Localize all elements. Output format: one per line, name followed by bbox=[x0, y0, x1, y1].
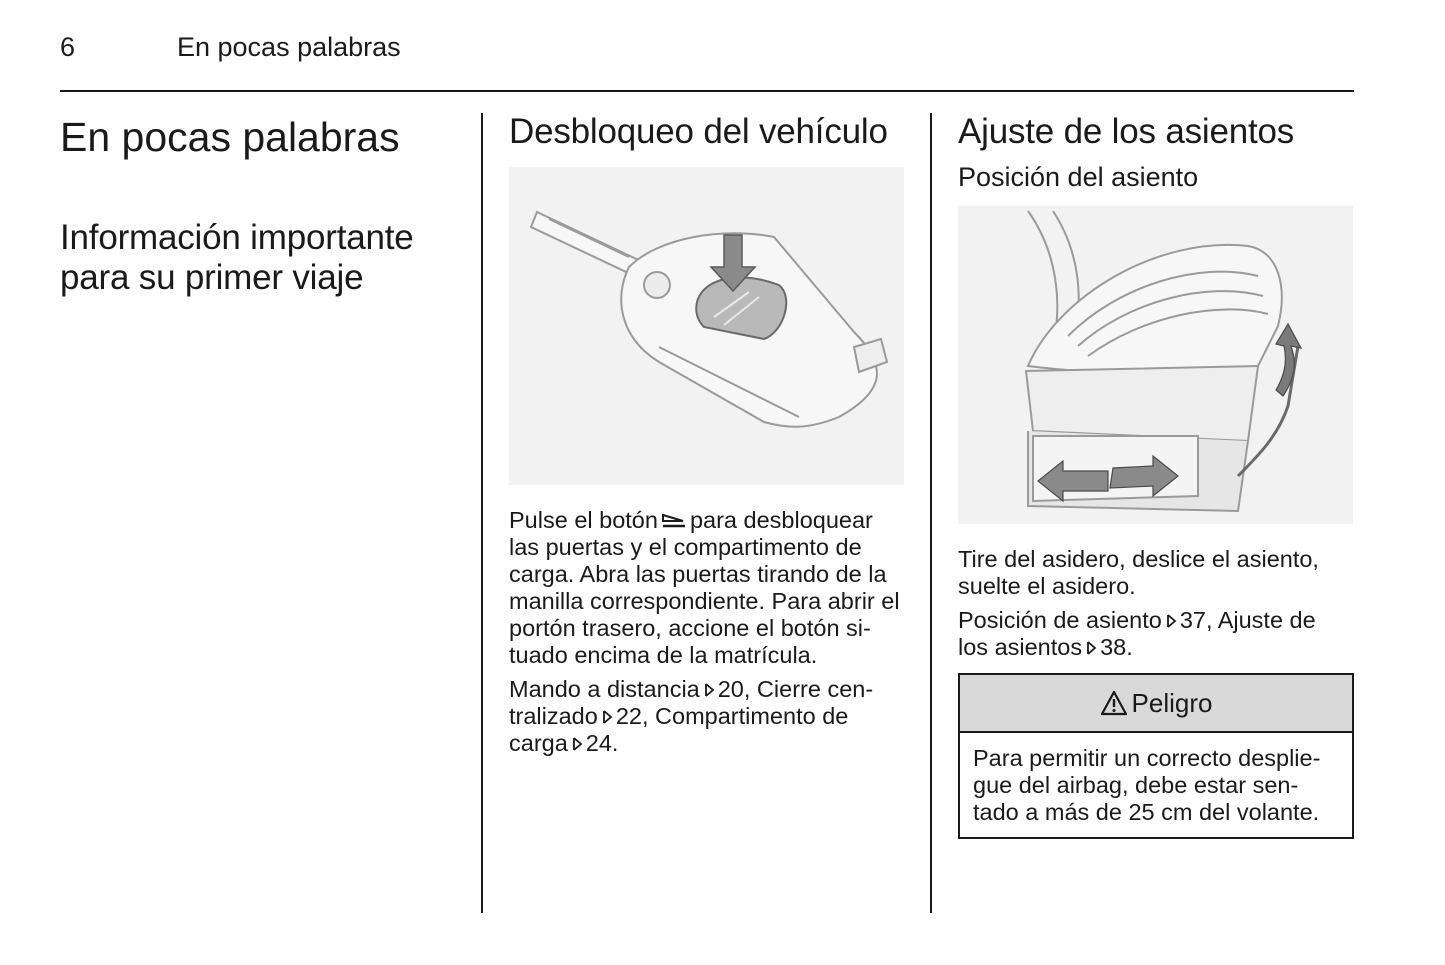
section-title-unlock: Desbloqueo del vehículo bbox=[509, 112, 888, 151]
unlock-instructions bbox=[509, 507, 909, 669]
header-rule bbox=[60, 90, 1354, 92]
key-remote-illustration bbox=[509, 167, 904, 485]
column-right bbox=[958, 112, 1354, 839]
page-reference-icon bbox=[600, 708, 614, 726]
page-reference-icon bbox=[1164, 612, 1178, 630]
text-line: portón trasero, accione el botón si- bbox=[509, 615, 871, 641]
key-remote-drawing bbox=[509, 167, 904, 485]
text-line: Tire del asidero, deslice el asiento, bbox=[958, 546, 1319, 572]
section-title-line: para su primer viaje bbox=[60, 258, 364, 297]
warning-triangle-icon bbox=[1100, 690, 1128, 716]
unlock-references bbox=[509, 676, 909, 757]
text-fragment: para desbloquear bbox=[689, 507, 873, 533]
danger-header bbox=[960, 675, 1352, 733]
text-line: manilla correspondiente. Para abrir el bbox=[509, 588, 900, 614]
danger-title: Peligro bbox=[1131, 687, 1213, 718]
unlock-symbol-icon bbox=[661, 512, 687, 530]
page-number: 6 bbox=[60, 32, 76, 62]
danger-text bbox=[960, 733, 1352, 837]
text-line: suelte el asidero. bbox=[958, 573, 1136, 599]
reference-link[interactable]: 37, Ajuste de bbox=[1179, 607, 1316, 633]
text-fragment: Mando a distancia bbox=[509, 676, 700, 702]
section-title-important-info bbox=[60, 218, 460, 298]
running-title: En pocas palabras bbox=[177, 32, 401, 62]
text-fragment: tralizado bbox=[509, 703, 598, 729]
column-middle bbox=[509, 112, 909, 757]
reference-link[interactable]: 20, Cierre cen- bbox=[717, 676, 874, 702]
text-fragment: carga bbox=[509, 730, 568, 756]
text-line: carga. Abra las puertas tirando de la bbox=[509, 561, 887, 587]
section-title-line: Información importante bbox=[60, 218, 414, 257]
reference-link[interactable]: 24. bbox=[585, 730, 619, 756]
page-reference-icon bbox=[1084, 639, 1098, 657]
seat-adjust-drawing bbox=[958, 206, 1353, 524]
text-fragment: Posición de asiento bbox=[958, 607, 1162, 633]
subsection-title-seat-position: Posición del asiento bbox=[958, 162, 1199, 192]
page-reference-icon bbox=[702, 681, 716, 699]
text-line: gue del airbag, debe estar sen- bbox=[973, 772, 1299, 798]
danger-warning-box bbox=[958, 673, 1354, 839]
column-left bbox=[60, 112, 460, 298]
column-divider-left bbox=[481, 113, 483, 913]
chapter-title: En pocas palabras bbox=[60, 114, 400, 160]
text-line: tado a más de 25 cm del volante. bbox=[973, 799, 1320, 825]
seat-adjust-illustration bbox=[958, 206, 1353, 524]
seat-instructions bbox=[958, 546, 1354, 600]
reference-link[interactable]: 38. bbox=[1100, 634, 1133, 660]
text-line: tuado encima de la matrícula. bbox=[509, 642, 818, 668]
text-line: Para permitir un correcto desplie- bbox=[973, 745, 1321, 771]
seat-references bbox=[958, 607, 1354, 661]
column-divider-right bbox=[930, 113, 932, 913]
page-reference-icon bbox=[570, 735, 584, 753]
section-title-seat-adjust: Ajuste de los asientos bbox=[958, 112, 1295, 151]
text-line: las puertas y el compartimento de bbox=[509, 534, 862, 560]
text-fragment: Pulse el botón bbox=[509, 507, 658, 533]
reference-link[interactable]: 22, Compartimento de bbox=[615, 703, 849, 729]
text-fragment: los asientos bbox=[958, 634, 1083, 660]
